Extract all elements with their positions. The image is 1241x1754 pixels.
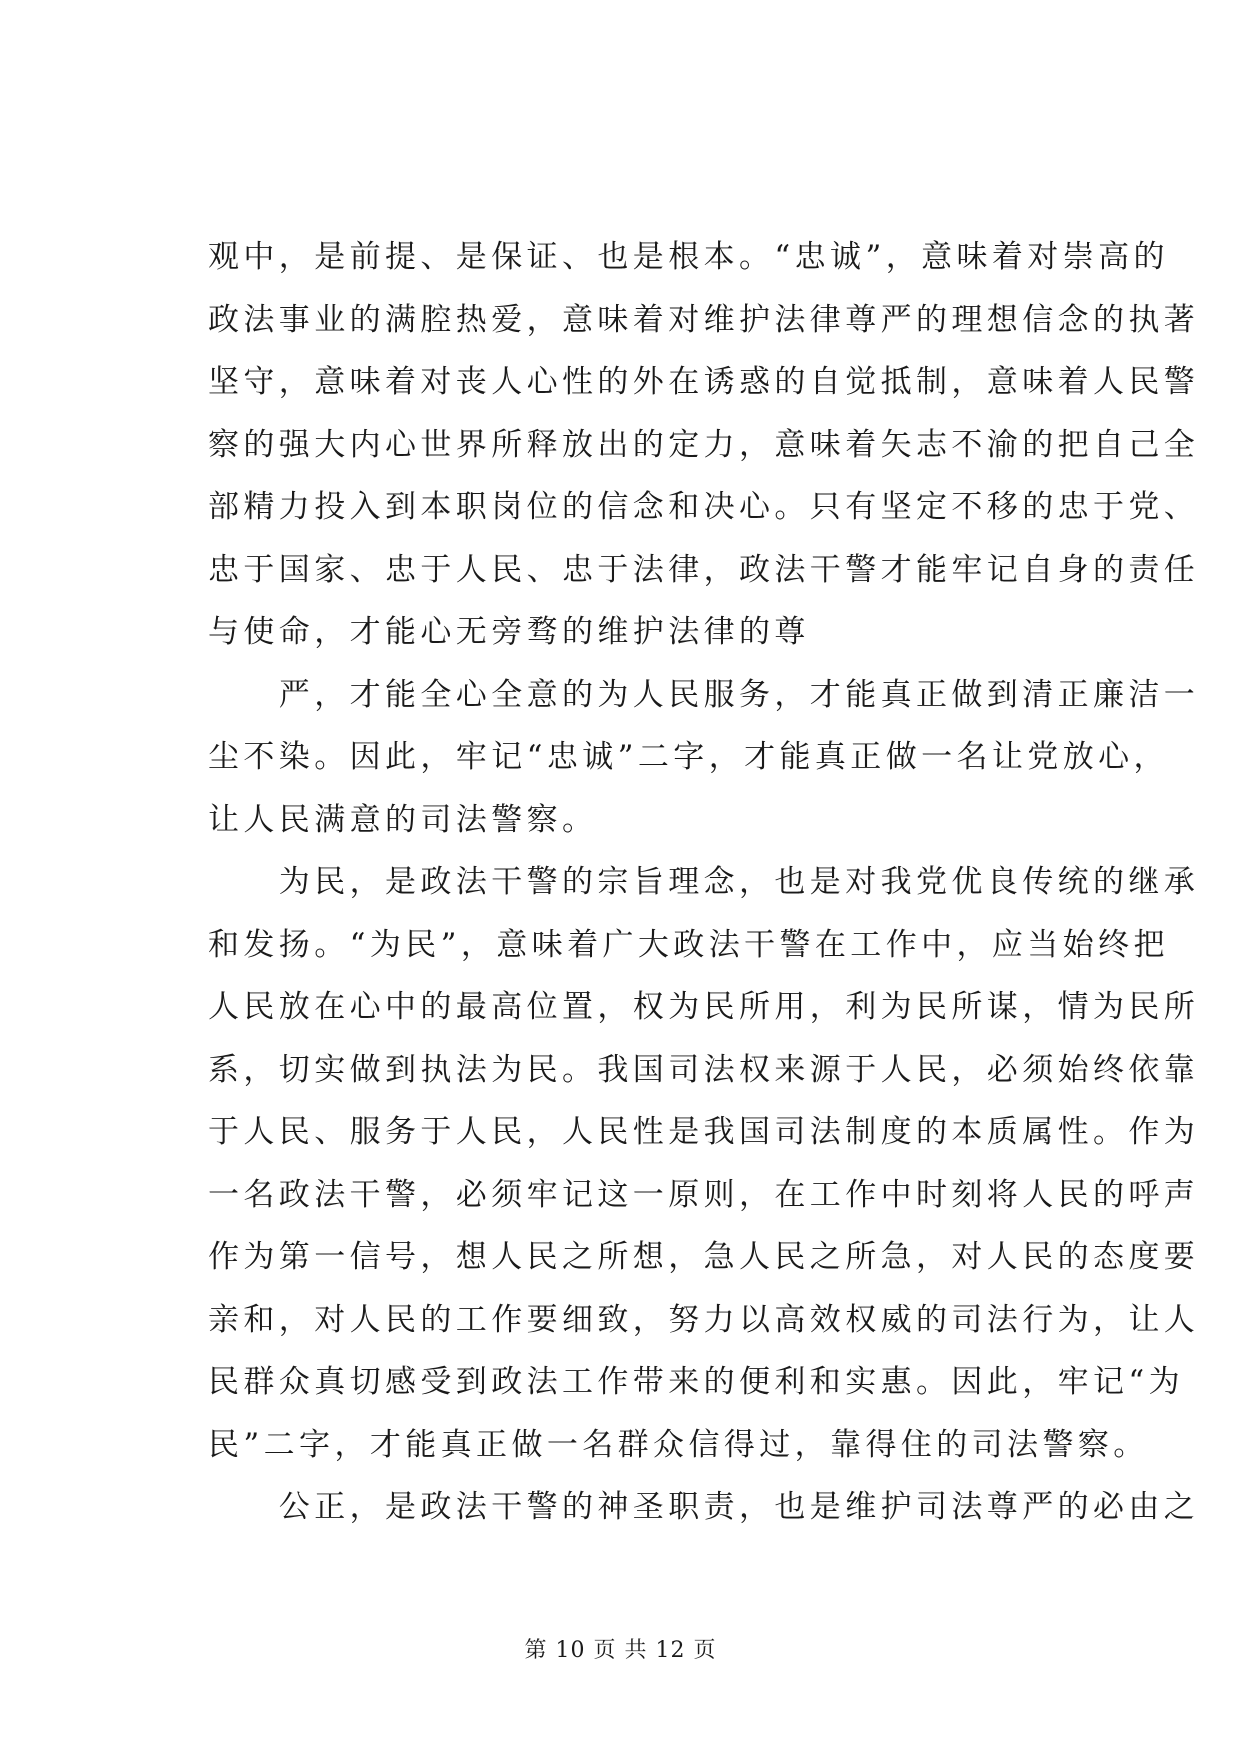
text-line: 尘不染。因此，牢记“忠诚”二字，才能真正做一名让党放心， [208,739,1169,775]
text-line: 于人民、服务于人民，人民性是我国司法制度的本质属性。作为 [208,1114,1200,1150]
text-line: 一名政法干警，必须牢记这一原则，在工作中时刻将人民的呼声 [208,1176,1200,1213]
body-text [208,226,1200,1539]
text-line: 部精力投入到本职岗位的信念和决心。只有坚定不移的忠于党、 [208,489,1200,525]
text-line: 让人民满意的司法警察。 [208,801,598,838]
text-line: 民”二字，才能真正做一名群众信得过，靠得住的司法警察。 [208,1426,1149,1463]
text-line: 民群众真切感受到政法工作带来的便利和实惠。因此，牢记“为 [208,1364,1185,1400]
text-line: 与使命，才能心无旁骛的维护法律的尊 [208,614,810,650]
text-line: 严，才能全心全意的为人民服务，才能真正做到清正廉洁一 [208,676,1200,713]
text-line: 政法事业的满腔热爱，意味着对维护法律尊严的理想信念的执著 [208,301,1200,338]
text-line: 作为第一信号，想人民之所想，急人民之所急，对人民的态度要 [208,1239,1200,1275]
page-number-footer: 第 10 页 共 12 页 [524,1638,717,1663]
text-line: 系，切实做到执法为民。我国司法权来源于人民，必须始终依靠 [208,1051,1200,1088]
text-line: 亲和，对人民的工作要细致，努力以高效权威的司法行为，让人 [208,1301,1200,1338]
text-line: 观中，是前提、是保证、也是根本。“忠诚”，意味着对崇高的 [208,239,1169,275]
text-line: 察的强大内心世界所释放出的定力，意味着矢志不渝的把自己全 [208,426,1200,463]
text-line: 坚守，意味着对丧人心性的外在诱惑的自觉抵制，意味着人民警 [208,364,1200,400]
text-line: 人民放在心中的最高位置，权为民所用，利为民所谋，情为民所 [208,989,1200,1025]
text-line: 为民，是政法干警的宗旨理念，也是对我党优良传统的继承 [208,864,1200,900]
text-line: 和发扬。“为民”，意味着广大政法干警在工作中，应当始终把 [208,926,1169,963]
text-line: 公正，是政法干警的神圣职责，也是维护司法尊严的必由之 [208,1489,1200,1525]
text-line: 忠于国家、忠于人民、忠于法律，政法干警才能牢记自身的责任 [208,551,1200,588]
